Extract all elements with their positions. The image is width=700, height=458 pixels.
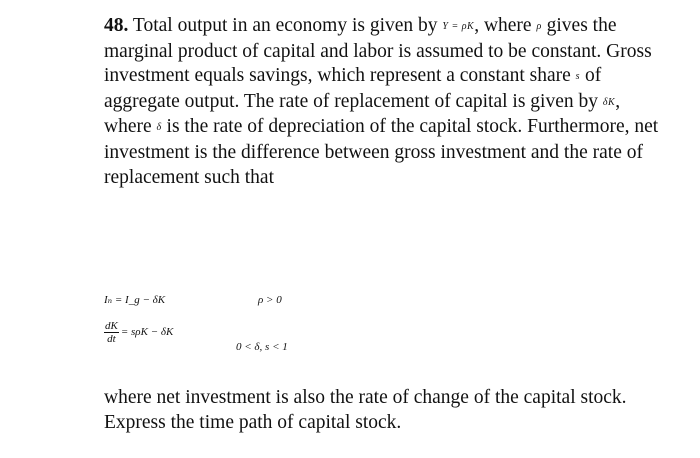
net-investment-equation: Iₙ = I_g − δK <box>104 294 166 306</box>
problem-text-segment: of aggregate output. The rate of replacement of capital is given by <box>104 65 603 112</box>
problem-text-segment: Total output in an economy is given by <box>128 15 443 36</box>
problem-text-segment: , where <box>474 15 537 36</box>
capital-dynamics-rhs: = sρK − δK <box>120 326 174 339</box>
problem-number: 48. <box>104 15 129 36</box>
savings-share-symbol: s <box>575 71 581 83</box>
rho-condition: ρ > 0 <box>258 294 282 306</box>
derivative-denominator: dt <box>107 333 116 345</box>
rho-symbol: ρ <box>536 21 542 32</box>
parameter-condition: 0 < δ, s < 1 <box>236 341 288 353</box>
problem-statement <box>104 14 664 190</box>
problem-text-segment: is the rate of depreciation of the capital stock. Furthermore, net investment is the difference between gross investment and the rate of replacement such that <box>104 116 659 188</box>
capital-dynamics-equation <box>104 320 173 345</box>
delta-symbol: δ <box>156 122 162 134</box>
derivative-fraction <box>104 320 119 345</box>
derivative-numerator: dK <box>105 320 118 332</box>
problem-text-segment: gives the marginal product of capital and labor is assumed to be constant. Gross investment equals savings, which represent a constant share <box>104 15 652 87</box>
output-formula: Y = ρK <box>442 21 475 32</box>
conclusion-text: where net investment is also the rate of change of the capital stock. Express the time path of capital stock. <box>104 387 627 433</box>
replacement-formula: δK <box>602 96 616 108</box>
problem-text-segment: , where <box>104 90 621 138</box>
